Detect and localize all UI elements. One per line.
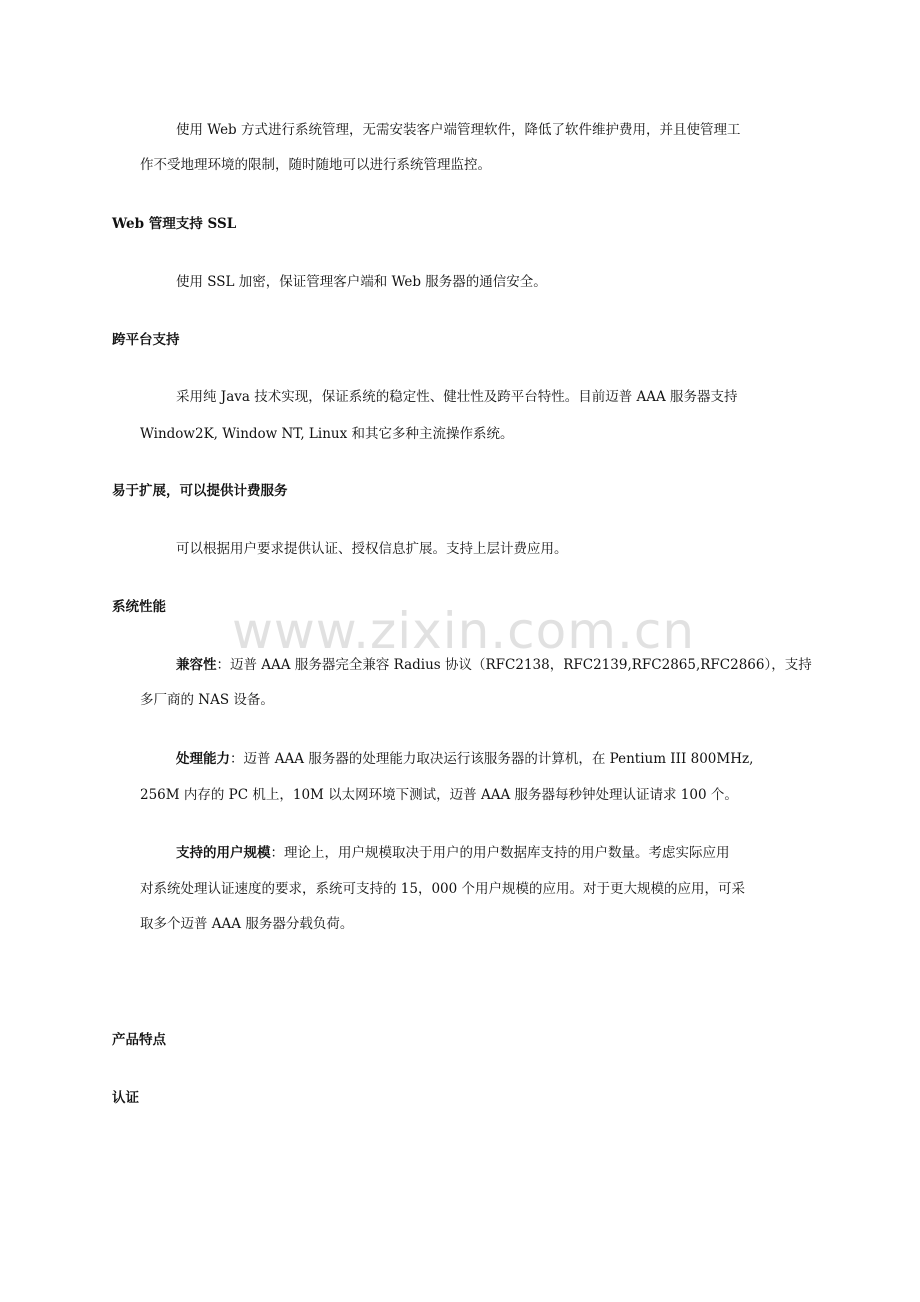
ssl-paragraph-line-1: 使用 SSL 加密，保证管理客户端和 Web 服务器的通信安全。 — [176, 274, 547, 290]
extension-heading: 易于扩展，可以提供计费服务 — [112, 483, 288, 499]
compat-text: ：迈普 AAA 服务器完全兼容 Radius 协议（RFC2138，RFC2139,RFC2865,RFC2866），支持 — [216, 657, 812, 673]
capacity-line-1 — [176, 749, 753, 769]
scale-line-2: 对系统处理认证速度的要求，系统可支持的 15，000 个用户规模的应用。对于更大规模的应用，可采 — [140, 881, 746, 897]
scale-line-1 — [176, 843, 730, 863]
features-heading: 产品特点 — [112, 1032, 166, 1048]
capacity-line-2: 256M 内存的 PC 机上，10M 以太网环境下测试，迈普 AAA 服务器每秒钟处理认证请求 100 个。 — [140, 787, 738, 803]
compat-label: 兼容性 — [176, 657, 217, 673]
cross-platform-paragraph-line-2: Window2K, Window NT, Linux 和其它多种主流操作系统。 — [140, 426, 514, 442]
scale-text: ：理论上，用户规模取决于用户的用户数据库支持的用户数量。考虑实际应用 — [270, 845, 730, 861]
cross-platform-heading: 跨平台支持 — [112, 332, 180, 348]
scale-label: 支持的用户规模 — [176, 845, 271, 861]
capacity-text: ：迈普 AAA 服务器的处理能力取决运行该服务器的计算机，在 Pentium III 800MHz, — [230, 751, 754, 767]
extension-paragraph-line-1: 可以根据用户要求提供认证、授权信息扩展。支持上层计费应用。 — [176, 541, 568, 557]
scale-line-3: 取多个迈普 AAA 服务器分载负荷。 — [140, 916, 354, 932]
watermark: www.zixin.com.cn — [232, 602, 696, 660]
compat-line-2: 多厂商的 NAS 设备。 — [140, 692, 274, 708]
ssl-heading: Web 管理支持 SSL — [112, 216, 237, 232]
capacity-label: 处理能力 — [176, 751, 230, 767]
cross-platform-paragraph-line-1: 采用纯 Java 技术实现，保证系统的稳定性、健壮性及跨平台特性。目前迈普 AAA 服务器支持 — [176, 389, 738, 405]
web-mgmt-paragraph-line-1: 使用 Web 方式进行系统管理，无需安装客户端管理软件，降低了软件维护费用，并且使管理工 — [176, 122, 741, 138]
authentication-subheading: 认证 — [112, 1090, 139, 1106]
performance-heading: 系统性能 — [112, 599, 166, 615]
compat-line-1 — [176, 655, 812, 675]
web-mgmt-paragraph-line-2: 作不受地理环境的限制，随时随地可以进行系统管理监控。 — [140, 157, 491, 173]
